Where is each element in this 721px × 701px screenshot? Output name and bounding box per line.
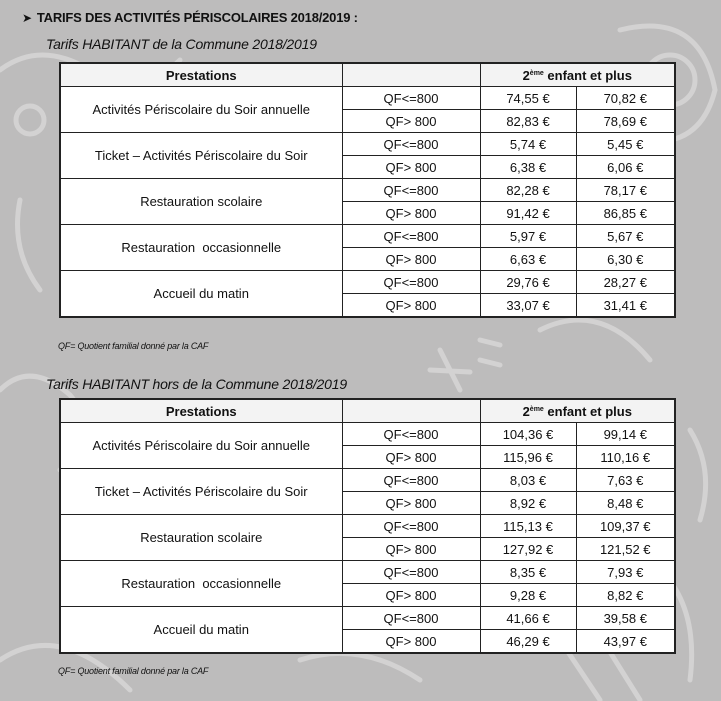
- header-prestations: Prestations: [60, 63, 342, 87]
- price-second: 6,30 €: [576, 248, 675, 271]
- qf-condition: QF<=800: [342, 179, 480, 202]
- qf-condition: QF<=800: [342, 607, 480, 630]
- price-second: 109,37 €: [576, 515, 675, 538]
- qf-condition: QF> 800: [342, 630, 480, 654]
- price-second: 78,69 €: [576, 110, 675, 133]
- price-second: 7,63 €: [576, 469, 675, 492]
- table-row: [60, 87, 675, 110]
- price-first: 8,92 €: [480, 492, 576, 515]
- price-second: 8,82 €: [576, 584, 675, 607]
- price-second: 70,82 €: [576, 87, 675, 110]
- price-second: 6,06 €: [576, 156, 675, 179]
- qf-condition: QF> 800: [342, 294, 480, 318]
- price-first: 127,92 €: [480, 538, 576, 561]
- header-ordinal-suffix: ème: [529, 405, 544, 413]
- qf-condition: QF<=800: [342, 87, 480, 110]
- table-row: [60, 515, 675, 538]
- price-second: 121,52 €: [576, 538, 675, 561]
- prestation-label: Restauration scolaire: [60, 515, 342, 561]
- price-first: 9,28 €: [480, 584, 576, 607]
- main-title-text: TARIFS DES ACTIVITÉS PÉRISCOLAIRES 2018/2019 :: [36, 10, 358, 25]
- qf-condition: QF> 800: [342, 202, 480, 225]
- table-row: [60, 423, 675, 446]
- price-first: 33,07 €: [480, 294, 576, 318]
- tariff-table-resident: [59, 62, 676, 318]
- header-second-child-text: enfant et plus: [543, 67, 632, 83]
- price-second: 31,41 €: [576, 294, 675, 318]
- price-second: 78,17 €: [576, 179, 675, 202]
- header-blank: [342, 63, 480, 87]
- price-second: 39,58 €: [576, 607, 675, 630]
- price-second: 99,14 €: [576, 423, 675, 446]
- prestation-label: Ticket – Activités Périscolaire du Soir: [60, 133, 342, 179]
- price-first: 8,03 €: [480, 469, 576, 492]
- qf-condition: QF> 800: [342, 248, 480, 271]
- table-row: [60, 225, 675, 248]
- prestation-label: Restauration occasionnelle: [60, 225, 342, 271]
- price-first: 82,83 €: [480, 110, 576, 133]
- header-prestations: Prestations: [60, 399, 342, 423]
- qf-condition: QF> 800: [342, 584, 480, 607]
- header-second-child-text: enfant et plus: [543, 403, 632, 419]
- price-second: 86,85 €: [576, 202, 675, 225]
- arrow-bullet-icon: ➤: [22, 11, 32, 25]
- table-header-row: [60, 63, 675, 87]
- qf-condition: QF<=800: [342, 423, 480, 446]
- qf-condition: QF<=800: [342, 561, 480, 584]
- price-second: 43,97 €: [576, 630, 675, 654]
- header-second-child: [480, 63, 675, 87]
- qf-condition: QF> 800: [342, 156, 480, 179]
- header-ordinal-suffix: ème: [529, 69, 544, 77]
- prestation-label: Accueil du matin: [60, 271, 342, 318]
- qf-condition: QF> 800: [342, 446, 480, 469]
- qf-condition: QF> 800: [342, 492, 480, 515]
- section-1-note: QF= Quotient familial donné par la CAF: [58, 341, 209, 351]
- price-second: 5,67 €: [576, 225, 675, 248]
- price-first: 41,66 €: [480, 607, 576, 630]
- table-row: [60, 607, 675, 630]
- main-title: [22, 10, 358, 25]
- price-first: 115,96 €: [480, 446, 576, 469]
- price-second: 8,48 €: [576, 492, 675, 515]
- prestation-label: Ticket – Activités Périscolaire du Soir: [60, 469, 342, 515]
- qf-condition: QF<=800: [342, 225, 480, 248]
- section-2-note: QF= Quotient familial donné par la CAF: [58, 666, 209, 676]
- prestation-label: Restauration occasionnelle: [60, 561, 342, 607]
- price-first: 29,76 €: [480, 271, 576, 294]
- price-first: 5,74 €: [480, 133, 576, 156]
- header-ordinal: 2: [522, 403, 530, 419]
- qf-condition: QF<=800: [342, 515, 480, 538]
- price-first: 74,55 €: [480, 87, 576, 110]
- prestation-label: Activités Périscolaire du Soir annuelle: [60, 423, 342, 469]
- table-row: [60, 271, 675, 294]
- qf-condition: QF<=800: [342, 469, 480, 492]
- header-blank: [342, 399, 480, 423]
- price-second: 5,45 €: [576, 133, 675, 156]
- section-2-subtitle: Tarifs HABITANT hors de la Commune 2018/2019: [46, 376, 347, 392]
- price-first: 5,97 €: [480, 225, 576, 248]
- prestation-label: Accueil du matin: [60, 607, 342, 654]
- price-second: 7,93 €: [576, 561, 675, 584]
- qf-condition: QF<=800: [342, 133, 480, 156]
- table-header-row: [60, 399, 675, 423]
- qf-condition: QF<=800: [342, 271, 480, 294]
- table-row: [60, 469, 675, 492]
- table-row: [60, 561, 675, 584]
- price-first: 115,13 €: [480, 515, 576, 538]
- price-first: 6,38 €: [480, 156, 576, 179]
- prestation-label: Activités Périscolaire du Soir annuelle: [60, 87, 342, 133]
- price-second: 110,16 €: [576, 446, 675, 469]
- tariff-table-nonresident: [59, 398, 676, 654]
- price-second: 28,27 €: [576, 271, 675, 294]
- section-1-subtitle: Tarifs HABITANT de la Commune 2018/2019: [46, 36, 317, 52]
- price-first: 6,63 €: [480, 248, 576, 271]
- header-second-child: [480, 399, 675, 423]
- price-first: 91,42 €: [480, 202, 576, 225]
- price-first: 104,36 €: [480, 423, 576, 446]
- prestation-label: Restauration scolaire: [60, 179, 342, 225]
- price-first: 8,35 €: [480, 561, 576, 584]
- qf-condition: QF> 800: [342, 110, 480, 133]
- table-row: [60, 179, 675, 202]
- price-first: 82,28 €: [480, 179, 576, 202]
- header-ordinal: 2: [522, 67, 530, 83]
- qf-condition: QF> 800: [342, 538, 480, 561]
- price-first: 46,29 €: [480, 630, 576, 654]
- table-row: [60, 133, 675, 156]
